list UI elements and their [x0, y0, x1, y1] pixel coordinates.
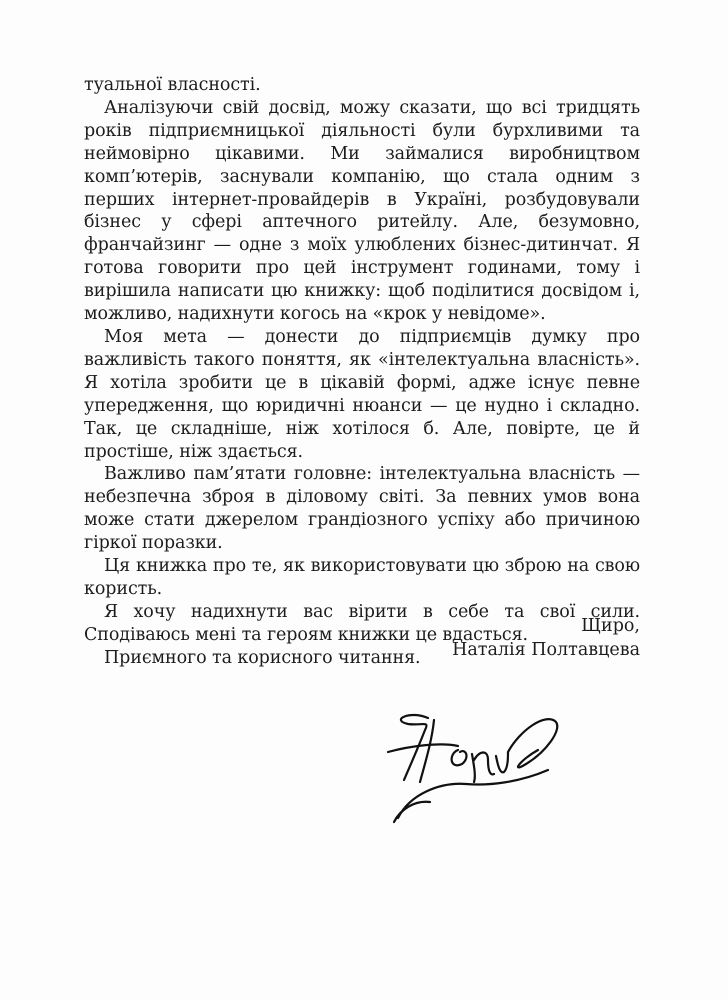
paragraph-important: Важливо пам’ятати головне: інтелектуальна власність — небезпечна зброя в діловому світі. За певних умов вона може стати джерелом грандіозного успіху або причиною гіркої поразки.	[84, 464, 640, 554]
salutation: Щиро,	[581, 616, 640, 636]
sign-off	[340, 614, 640, 662]
paragraph-continuation: туальної власності.	[84, 75, 261, 95]
handwritten-signature	[370, 690, 570, 840]
body-text	[84, 74, 640, 670]
paragraph-book-purpose: Ця книжка про те, як використовувати цю зброю на свою користь.	[84, 556, 640, 599]
paragraph-inspire: Я хочу надихнути вас вірити в себе та свої сили. Сподіваюсь мені та героям книжки це вдасться.	[84, 601, 640, 645]
paragraph-experience: Аналізуючи свій досвід, можу сказати, що всі тридцять років підприємницької діяльності були бурхливими та неймовірно цікавими. Ми займалися виробництвом комп’ютерів, заснували компанію, що стала одним з перших інтернет-провайдерів в Україні, розбудовували бізнес у сфері аптечного ритейлу. Але, безумовно, франчайзинг — одне з моїх улюблених бізнес-дитинчат. Я готова говорити про цей інструмент годинами, тому і вирішила написати цю книжку: щоб поділитися досвідом і, можливо, надихнути когось на «крок у невідоме».	[84, 97, 640, 325]
paragraph-enjoy-reading: Приємного та корисного читання.	[104, 647, 421, 668]
author-name: Наталія Полтавцева	[452, 640, 640, 660]
paragraph-goal: Моя мета — донести до підприємців думку про важливість такого поняття, як «інтелектуальна власність». Я хотіла зробити це в цікавій формі, адже існує певне упередження, що юридичні нюанси — це нудно і складно. Так, це складніше, ніж хотілося б. Але, повірте, це й простіше, ніж здається.	[84, 326, 640, 462]
